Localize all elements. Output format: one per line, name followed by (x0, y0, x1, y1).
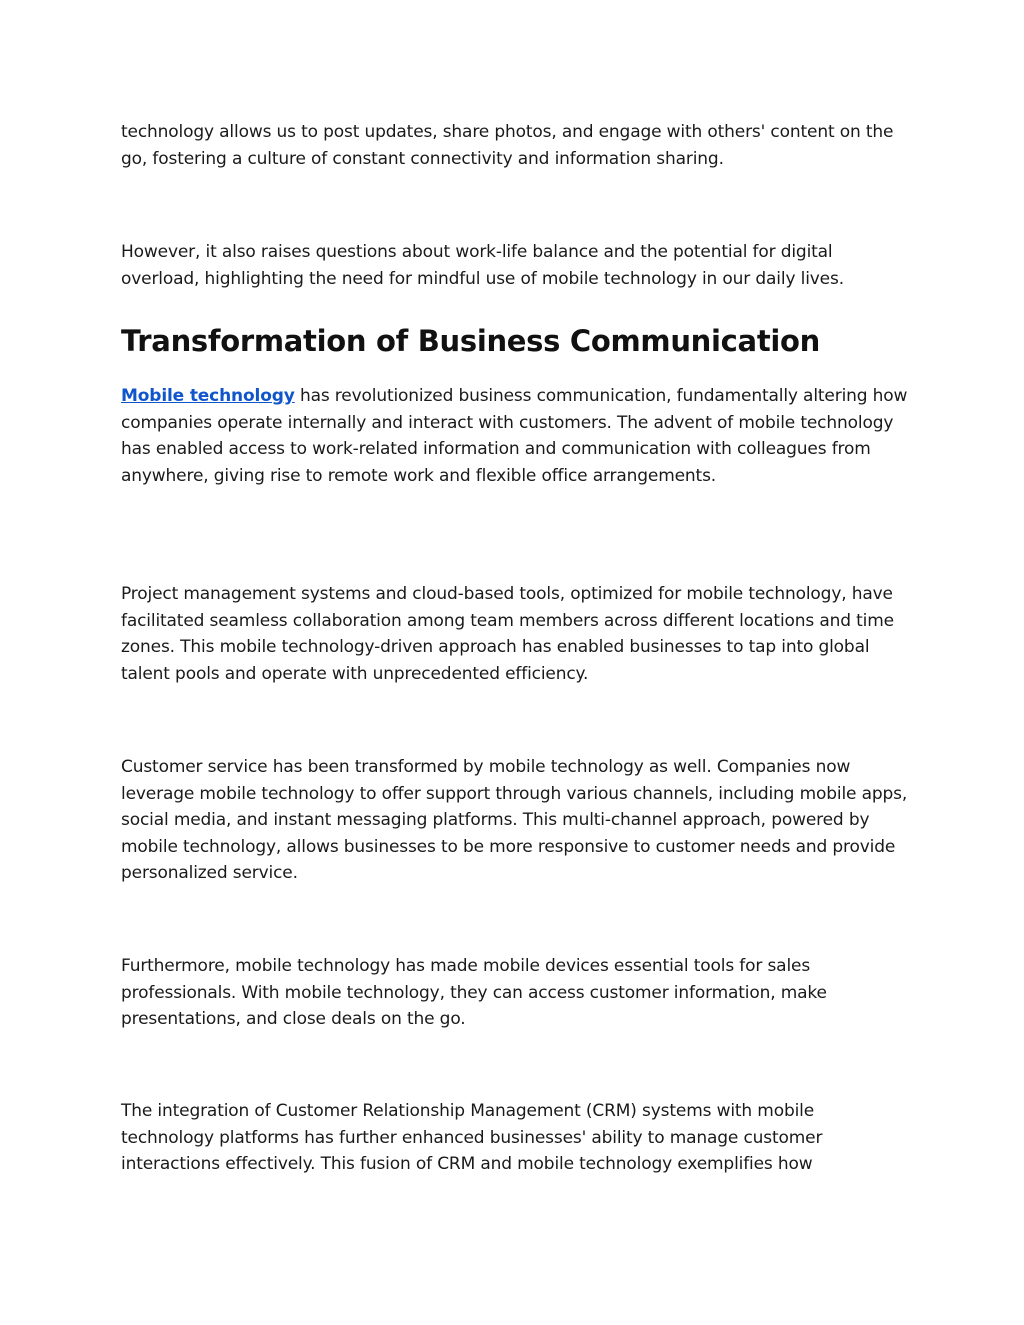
paragraph-connectivity: technology allows us to post updates, share photos, and engage with others' content on the go, fostering a culture of constant connectivity and information sharing. (121, 122, 894, 169)
paragraph-business-communication (121, 383, 911, 489)
section-heading: Transformation of Business Communication (121, 324, 820, 358)
paragraph-project-management: Project management systems and cloud-based tools, optimized for mobile technology, have facilitated seamless collaboration among team members across different locations and time zones. This mobile technology-driven approach has enabled businesses to tap into global talent pools and operate with unprecedented efficiency. (121, 584, 894, 684)
paragraph-sales-professionals: Furthermore, mobile technology has made mobile devices essential tools for sales professionals. With mobile technology, they can access customer information, make presentations, and close deals on the go. (121, 956, 827, 1029)
paragraph-business-communication-text: has revolutionized business communication, fundamentally altering how companies operate internally and interact with customers. The advent of mobile technology has enabled access to work-related information and communication with colleagues from anywhere, giving rise to remote work and flexible office arrangements. (121, 386, 908, 486)
paragraph-crm-integration: The integration of Customer Relationship Management (CRM) systems with mobile technology platforms has further enhanced businesses' ability to manage customer interactions effectively. This fusion of CRM and mobile technology exemplifies how (121, 1101, 823, 1174)
mobile-technology-link[interactable]: Mobile technology (121, 386, 295, 406)
paragraph-work-life-balance: However, it also raises questions about work-life balance and the potential for digital overload, highlighting the need for mindful use of mobile technology in our daily lives. (121, 242, 844, 289)
paragraph-customer-service: Customer service has been transformed by mobile technology as well. Companies now leverage mobile technology to offer support through various channels, including mobile apps, social media, and instant messaging platforms. This multi-channel approach, powered by mobile technology, allows businesses to be more responsive to customer needs and provide personalized service. (121, 757, 908, 883)
